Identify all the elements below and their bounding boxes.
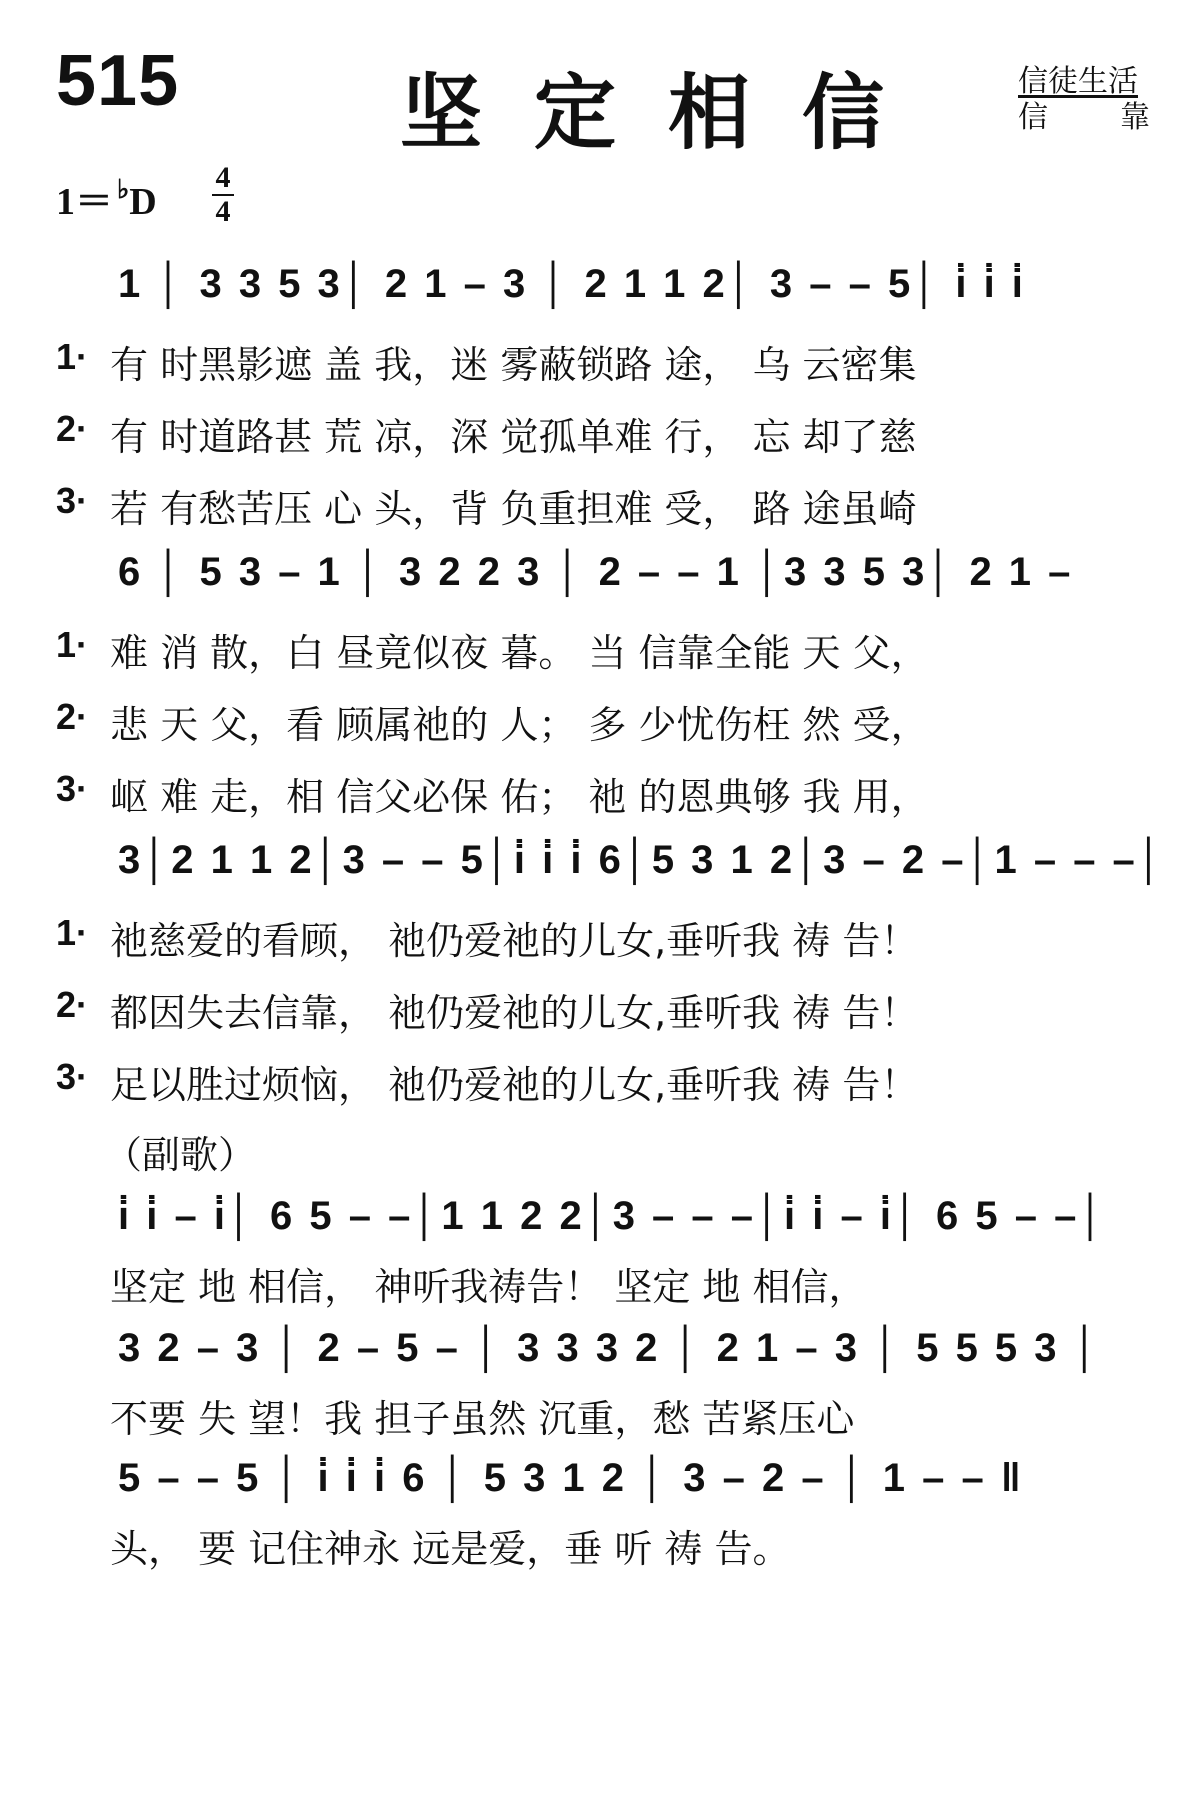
hymn-number: 515	[56, 41, 180, 121]
verse-number: 2·	[56, 408, 89, 449]
chorus-notation-3: 5 – – 5 │ i̇ i̇ i̇ 6 │ 5 3 1 2 │ 3 – 2 – │ 1 – – ‖	[118, 1456, 1024, 1500]
lyric-line: 都因失去信靠， 祂仍爱祂的儿女,垂听我 祷 告！	[110, 991, 919, 1035]
chorus-lyric-1: 坚定 地 相信， 神听我祷告！ 坚定 地 相信，	[110, 1265, 867, 1309]
notation-line-1: 1 │ 3 3 5 3│ 2 1 – 3 │ 2 1 1 2│ 3 – – 5│ i̇ i̇ i̇	[118, 262, 1026, 306]
subcategory-label	[1018, 92, 1150, 136]
verse-number: 3·	[56, 1056, 89, 1097]
time-top: 4	[215, 161, 231, 194]
key-signature	[56, 170, 157, 225]
time-signature	[208, 162, 238, 228]
chorus-notation-2: 3 2 – 3 │ 2 – 5 – │ 3 3 3 2 │ 2 1 – 3 │ 5 5 5 3 │	[118, 1326, 1102, 1370]
lyric-line: 悲 天 父，看 顾属祂的 人； 多 少忧伤枉 然 受，	[110, 703, 929, 747]
notation-line-2: 6 │ 5 3 – 1 │ 3 2 2 3 │ 2 – – 1 │3 3 5 3│ 2 1 –	[118, 550, 1074, 594]
lyric-line: 若 有愁苦压 心 头，背 负重担难 受， 路 途虽崎	[110, 487, 917, 531]
chorus-lyric-2: 不要 失 望！我 担子虽然 沉重，愁 苦紧压心	[110, 1397, 855, 1441]
chorus-lyric-3: 头， 要 记住神永 远是爱，垂 听 祷 告。	[110, 1527, 791, 1571]
lyric-line: 难 消 散，白 昼竟似夜 暮。 当 信靠全能 天 父，	[110, 631, 929, 675]
key-prefix: 1＝	[56, 181, 114, 223]
subcategory-char-1: 信	[1018, 100, 1048, 135]
lyric-line: 岖 难 走，相 信父必保 佑； 祂 的恩典够 我 用，	[110, 775, 929, 819]
lyric-line: 祂慈爱的看顾， 祂仍爱祂的儿女,垂听我 祷 告！	[110, 919, 919, 963]
chorus-notation-1: i̇ i̇ – i̇│ 6 5 – –│1 1 2 2│3 – – –│i̇ i̇ – i̇│ 6 5 – –│	[118, 1194, 1108, 1238]
lyric-line: 足以胜过烦恼， 祂仍爱祂的儿女,垂听我 祷 告！	[110, 1063, 919, 1107]
verse-number: 1·	[56, 912, 89, 953]
verse-number: 3·	[56, 480, 89, 521]
subcategory-char-2: 靠	[1120, 100, 1150, 135]
time-bottom: 4	[215, 195, 231, 228]
verse-number: 3·	[56, 768, 89, 809]
key-note: D	[129, 181, 157, 223]
verse-number: 2·	[56, 984, 89, 1025]
verse-number: 1·	[56, 336, 89, 377]
flat-symbol: ♭	[117, 175, 130, 204]
lyric-line: 有 时道路甚 荒 凉，深 觉孤单难 行， 忘 却了慈	[110, 415, 917, 459]
notation-line-3: 3│2 1 1 2│3 – – 5│i̇ i̇ i̇ 6│5 3 1 2│3 – 2 –│1 – – –│	[118, 838, 1166, 882]
verse-number: 2·	[56, 696, 89, 737]
category-label: 信徒生活	[1018, 64, 1138, 99]
song-title: 坚定相信	[400, 66, 937, 161]
verse-number: 1·	[56, 624, 89, 665]
lyric-line: 有 时黑影遮 盖 我，迷 雾蔽锁路 途， 乌 云密集	[110, 343, 917, 387]
chorus-label: （副歌）	[104, 1133, 257, 1177]
